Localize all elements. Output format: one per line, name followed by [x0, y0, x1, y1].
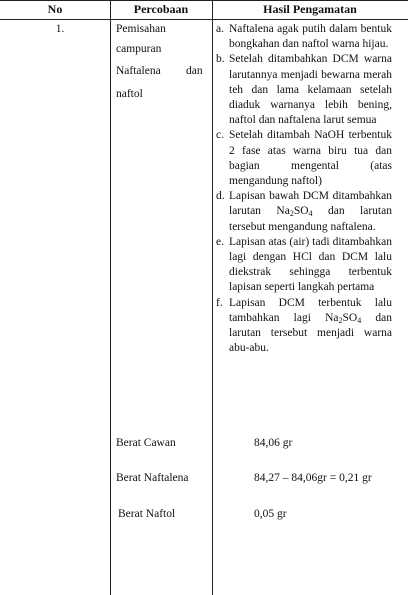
observation-item-a [216, 22, 392, 52]
observation-text: Setelah ditambahkan DCM warna larutannya menjadi bewarna merah teh dan lama kelamaan setelah diaduk warnanya lebih bening, naftol dan naftalena larut semua [229, 53, 392, 127]
header-bottom-border [0, 19, 408, 20]
observation-text: Naftalena agak putih dalam bentuk bongkahan dan naftol warna hijau. [229, 23, 392, 51]
observation-item-f [216, 296, 392, 357]
experiment-line-1: Pemisahan [116, 23, 166, 35]
observation-text: Lapisan atas (air) tadi ditambahkan lagi dengan HCl dan DCM lalu diekstrak sehingga terbentuk lapisan seperti langkah pertama [229, 235, 392, 294]
measurement-value-berat-cawan: 84,06 gr [254, 437, 293, 449]
observation-text: Lapisan bawah DCM ditambahkan larutan $Na_2SO_4$ dan larutan tersebut mengandung naftalena. [229, 190, 392, 233]
observation-item-e [216, 235, 392, 296]
observation-list [216, 22, 392, 356]
observation-item-b [216, 52, 392, 128]
experiment-line-5: naftol [116, 88, 143, 100]
experiment-line-4: dan [186, 65, 203, 77]
observation-item-c [216, 128, 392, 189]
experiment-line-3: Naftalena [116, 65, 161, 77]
observation-letter: e. [216, 235, 224, 248]
observation-letter: a. [216, 23, 224, 35]
observation-text: Setelah ditambah NaOH terbentuk 2 fase atas warna biru tua dan bagian mengental (atas mengandung naftol) [229, 129, 392, 188]
observation-item-d [216, 189, 392, 235]
observation-letter: d. [216, 190, 225, 203]
observation-letter: b. [216, 53, 225, 66]
experiment-line-2: campuran [116, 43, 162, 55]
column-divider-2 [212, 0, 213, 595]
observation-text: Lapisan DCM terbentuk lalu tambahkan lagi $Na_2SO_4$ dan larutan tersebut menjadi warna abu-abu. [229, 296, 393, 355]
observation-letter: f. [216, 296, 223, 309]
measurement-value-berat-naftol: 0,05 gr [254, 508, 287, 520]
row-number: 1. [55, 23, 65, 35]
observation-letter: c. [216, 129, 224, 142]
measurement-label-berat-naftalena: Berat Naftalena [116, 472, 189, 484]
measurement-label-berat-cawan: Berat Cawan [116, 437, 176, 449]
header-no: No [47, 2, 63, 16]
column-divider-1 [110, 0, 111, 595]
table-top-border [0, 0, 408, 1]
header-percobaan: Percobaan [133, 2, 189, 16]
measurement-value-berat-naftalena: 84,27 – 84,06gr = 0,21 gr [254, 472, 372, 484]
measurement-label-berat-naftol: Berat Naftol [118, 508, 176, 520]
header-hasil-pengamatan: Hasil Pengamatan [263, 2, 357, 16]
